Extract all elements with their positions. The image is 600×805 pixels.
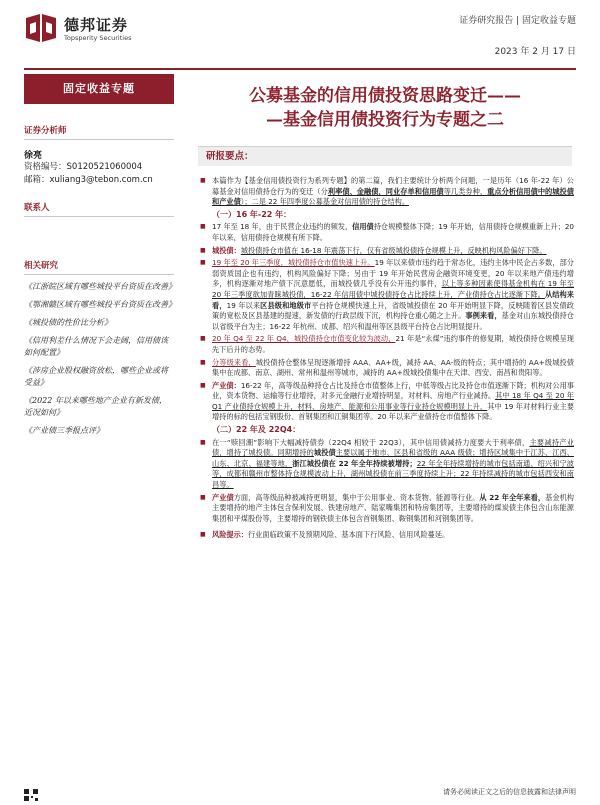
text-run: 从 22 年全年来看， <box>479 492 546 502</box>
analyst-email <box>24 174 174 187</box>
text-run: 浙江城投债在 22 年全年持续被增持； <box>292 458 417 468</box>
intro-paragraph <box>200 176 574 208</box>
related-item[interactable]: 《江浙皖区域有哪些城投平台资质在改善》 <box>24 282 176 291</box>
paragraph-redemption <box>200 438 574 491</box>
text-run: 区县级和地级市 <box>260 300 312 310</box>
related-research-heading: 相关研究 <box>24 259 174 275</box>
report-title <box>198 84 572 132</box>
text-run: 分等级来看， <box>212 357 256 367</box>
text-run: 在一“赎回潮”影响下大幅减持债券（22Q4 相较于 22Q3），其中信用债减持力度要大于利率债， <box>212 437 530 447</box>
paragraph-industry-2022 <box>200 493 574 525</box>
text-run: 城投债持仓整体呈现逐渐增持 AAA、AA+级，减持 AA、AA-级的特点；其中增持的 AA+级城投债集中在成都、南京、湖州、常州和温州等城市，减持的 AA+级城投债集中在天津、西安、南昌和贵阳等。 <box>212 357 574 378</box>
analyst-heading: 证券分析师 <box>24 124 174 140</box>
analyst-name: 徐亮 <box>24 151 43 161</box>
text-run: 等几类券种， <box>443 186 488 196</box>
section-heading-2: （二）22 年及 22Q4： <box>212 425 301 435</box>
text-run: 22 年全年持续增持的城市包括南通、绍兴和宁波等，成都和赣州市整体持仓规模波动上升，湖州城投债在前三季度持续上升； <box>212 458 574 479</box>
text-run: 方面，高等级品种被减持更明显，集中于公用事业、资本货物、能源等行业。 <box>233 492 480 502</box>
text-run: 信用债 <box>352 222 374 232</box>
text-run: 平台持仓规模快速上升，省级城投债在 20 年开始明显下降，反映随着区县发债政策的宽松及区县基建的提速，新发债的行政层级下沉，机构持仓重心随之上升。 <box>212 300 574 321</box>
text-run: 本篇作为【基金信用债投资行为系列专题】的第二篇，我们主要统计分析两个问题，一是历年（16 年-22 年）公募基金对信用债持仓行为的变迁（分 <box>212 176 574 196</box>
risk-warning <box>200 530 574 541</box>
section-heading-1: （一）16 年-22 年： <box>212 209 292 219</box>
text-run: 19 年至 20 年三季度，城投债持仓市值快速上升。 <box>212 258 375 268</box>
qr-code-icon <box>24 786 38 798</box>
paragraph-chengtou-2020q4 <box>200 334 574 355</box>
text-run: 城投债： <box>212 245 241 255</box>
text-run: 利率债、金融债，同业存单和信用债 <box>327 186 444 196</box>
related-item[interactable]: 《信用利差什么情况下会走阔，信用债该如何配置》 <box>24 336 168 357</box>
paragraph-credit-overall <box>200 222 574 243</box>
text-run: 风险提示： <box>212 530 248 540</box>
sidebar <box>24 74 174 443</box>
license-label: 资格编号： <box>24 162 67 172</box>
key-points-heading: 研报要点： <box>198 146 572 166</box>
text-run: 其中 19 年对材料行业主要增持的标的包括宝钢股份、首钢集团和江铜集团等。20 年以来产业债持仓市值整体下降。 <box>212 401 575 422</box>
analyst-license <box>24 161 174 174</box>
text-run: 基金机构主要增持的地产主体包含保利发展、铁建房地产、陆家嘴集团和特房集团等，主要增持的煤炭债主体包含山东能源集团和平煤股份等，主要增持的钢铁债主体包含首钢集团、鞍钢集团和河钢集团等。 <box>212 492 574 523</box>
text-run: 行业面临政策不及预期风险、基本面下行风险、信用风险蔓延。 <box>247 530 450 540</box>
report-category-banner: 固定收益专题 <box>24 74 174 104</box>
text-run: 19 年以来 <box>226 300 261 310</box>
logo-name-cn: 德邦证券 <box>64 15 129 34</box>
related-item[interactable]: 《城投债的性价比分析》 <box>24 318 112 327</box>
disclaimer-footer: 请务必阅读正文之后的信息披露和法律声明 <box>443 788 576 796</box>
text-run: 持仓规模整体下降；19 年开始，信用债持仓规模重新上升；20 年以来，信用债持仓规模有所下降。 <box>212 222 575 242</box>
paragraph-chengtou-2019 <box>200 258 574 332</box>
text-run: 产业债 <box>212 492 234 502</box>
report-body <box>200 176 574 543</box>
related-item[interactable]: 《鄂湘赣区域有哪些城投平台资质在改善》 <box>24 300 176 309</box>
text-run: ）；二是 22 年四季度公募基金对信用债的持仓结构。 <box>240 197 410 207</box>
company-logo <box>24 12 131 46</box>
title-line-1: 公募基金的信用债投资思路变迁—— <box>249 86 521 106</box>
report-type: 证券研究报告 | 固定收益专题 <box>459 16 576 26</box>
logo-mark-icon <box>24 12 58 46</box>
text-run: 16-22 年，高等级品种持仓占比及持仓市值整体上行，中低等级占比及持仓市值逐渐下降；机构对公用事业，资本货物、运输等行业增持，对多元金融行业增持明显，对材料、房地产行业减持。 <box>212 380 574 401</box>
header-divider <box>24 68 576 70</box>
logo-name-en: Topsperity Securities <box>64 33 132 42</box>
text-run: 产业债： <box>212 380 241 390</box>
text-run: 主要减持产业债，增持了城投债。同期增持的 <box>212 437 574 458</box>
paragraph-rating <box>200 358 574 379</box>
license-number: S0120521060004 <box>66 162 143 172</box>
text-run: 22 年持续减持的城市包括西安和南昌等。 <box>212 469 574 490</box>
text-run: 基金对山东城投债持仓以省级平台为主；16-22 年杭州、成都、绍兴和温州等区县级平台持仓占比明显提升。 <box>212 311 574 331</box>
text-run: 从结构来看， <box>212 289 574 310</box>
text-run: 20 年 Q4 至 22 年 Q4，城投债持仓市值变化较为波动， <box>212 334 396 344</box>
text-run: 重点分析信用债中的城投债和产业债 <box>212 186 574 207</box>
text-run: 城投债持仓市值在 16-18 年震荡下行，仅有省级城投债持仓规模上升，反映机构风险偏好下降。 <box>240 245 547 255</box>
text-run: 城投债 <box>313 448 336 458</box>
text-run: 19 年以来债市违约趋于常态化，违约主体中民企占多数，部分弱资质国企也有违约，机构风险偏好下降；另由于 19 年开始民营房企融资环境变更，20 年以来地产债违约增多，机构逐渐对地产债下沉意愿低，而城投债几乎没有公开违约事件， <box>212 258 574 289</box>
related-item[interactable]: 《涉房企业股权融资放松，哪些企业或将受益》 <box>24 366 168 387</box>
report-date: 2023 年 2 月 17 日 <box>494 47 576 57</box>
text-run: 事例来看， <box>465 311 502 321</box>
text-run: 其中 18 年 Q4 至 20 年 Q1 产业债持仓规模上升，材料、房地产、能源和公用事业等行业持仓规模明显上升， <box>212 391 574 411</box>
text-run: 主要以属于地市、区县和省级的 AAA 级债；增持区域集中于江苏、江西、山东、北京、福建等地， <box>212 448 574 468</box>
title-line-2: —基金信用债投资行为专题之二 <box>266 110 504 130</box>
paragraph-chengtou <box>200 246 574 257</box>
text-run: 以上等多种因素使得基金机构在 19 年至 20 年三季度欲加青睐城投债，16-22 年信用债中城投债持仓占比持续上升，产业债持仓占比逐渐下降。 <box>212 279 574 299</box>
related-item[interactable]: 《产业债三季报点评》 <box>24 426 104 435</box>
contact-heading: 联系人 <box>24 201 174 217</box>
text-run: 17 年至 18 年，由于民营企业违约的频发， <box>212 222 353 232</box>
related-research-list <box>24 281 174 437</box>
paragraph-industry-bonds <box>200 381 574 423</box>
text-run: 21 年是“永煤”违约事件的修复期，城投债持仓规模呈现先下后升的态势。 <box>212 334 574 354</box>
email-label: 邮箱： <box>24 175 50 185</box>
email-address[interactable]: xuliang3@tebon.com.cn <box>49 175 153 185</box>
related-item[interactable]: 《2022 年以来哪些地产企业有新发债，近况如何》 <box>24 396 167 417</box>
